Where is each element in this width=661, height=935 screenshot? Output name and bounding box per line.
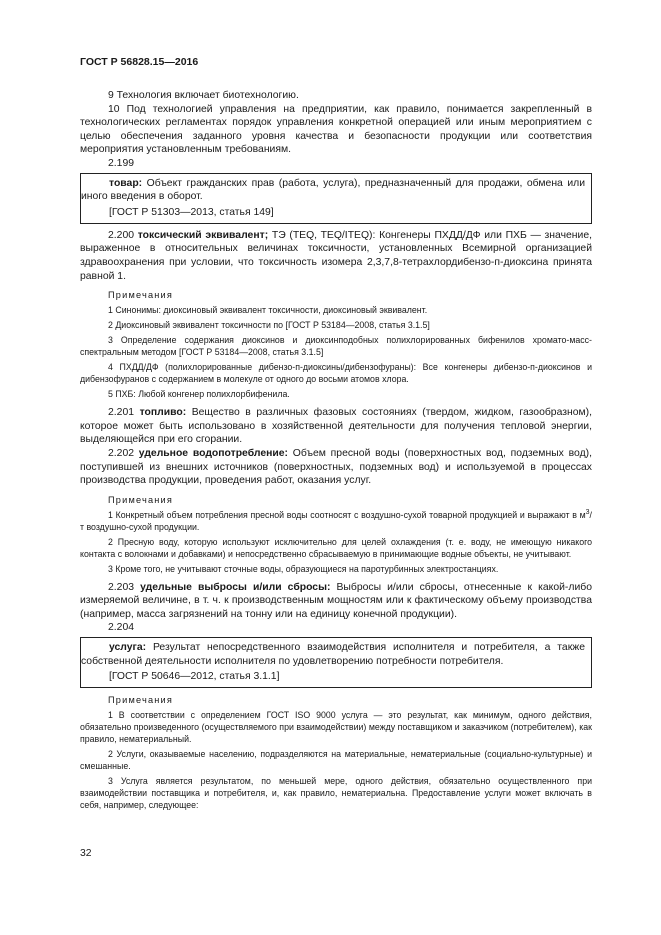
note-item: 2 Диоксиновый эквивалент токсичности по [ГОСТ Р 53184—2008, статья 3.1.5] [108, 320, 430, 331]
superscript: 3 [585, 508, 590, 516]
notes-list-2204 [80, 709, 592, 811]
document-page [80, 56, 592, 817]
intro-note-9: 9 Технология включает биотехнологию. [108, 90, 299, 101]
note-item [80, 509, 592, 533]
note-item: 3 Определение содержания диоксинов и диоксинподобных полихлорированных бифенилов хромато-масс-спектральным методом [ГОСТ Р 53184—2008, статья 3.1.5] [80, 335, 592, 358]
note-item: 2 Пресную воду, которую используют исключительно для целей охлаждения (т. е. воду, не имеющую никакого контакта с волокнами и добавками) и непосредственно сбрасываемую в принимающие водные объекты, не учитывают. [80, 536, 592, 559]
note-item: 1 Синонимы: диоксиновый эквивалент токсичности, диоксиновый эквивалент. [108, 305, 428, 316]
intro-note-10: 10 Под технологией управления на предприятии, как правило, понимается закрепленный в технологических регламентах порядок управления конкретной операцией или иным мероприятием с целью обеспечения заданного уровня качества и безопасности продукции или соответствия мероприятия установленным требованиям. [80, 103, 592, 156]
term-reference-2204: [ГОСТ Р 50646—2012, статья 3.1.1] [109, 671, 280, 683]
notes-heading-2204: Примечания [108, 695, 174, 706]
term-definition-2204 [81, 641, 585, 668]
term-reference-2199: [ГОСТ Р 51303—2013, статья 149] [109, 206, 274, 218]
note-item: 5 ПХБ: Любой конгенер полихлорбифенила. [108, 389, 290, 400]
term-definition-2203 [80, 581, 592, 622]
term-text: Вещество в различных фазовых состояниях (твердом, жидком, газообразном), которое может быть использовано в хозяйственной деятельности для получения тепловой энергии, выделяющейся при его сгорании. [80, 407, 593, 446]
term-text: ТЭ (TEQ, TEQ/ITEQ): Конгенеры ПХДД/ДФ или ПХБ — значение, выраженное в относительных величинах токсичности, установленных Всемирной организацией здравоохранения при условии, что токсичность изомера 2,3,7,8-тетрахлордибензо-п-диоксина принята равной 1. [80, 229, 592, 282]
term-name: удельное водопотребление: [138, 447, 289, 459]
term-definition-2201 [80, 406, 592, 447]
term-number: 2.200 [108, 229, 135, 241]
term-text: Выбросы и/или сбросы, отнесенные к какой-либо измеряемой величине, в т. ч. к производственным мощностям или к фактическому объему производства (например, масса загрязнений на тонну или на единицу конечной продукции). [80, 581, 592, 620]
term-name: токсический эквивалент; [137, 229, 269, 241]
note-item: 1 В соответствии с определением ГОСТ ISO 9000 услуга — это результат, как минимум, одного действия, обязательно произведенного (осуществляемого при взаимодействии) между поставщиком и заказчиком (потребителем), как правило, нематериальный. [80, 710, 592, 745]
note-item: 3 Услуга является результатом, по меньшей мере, одного действия, обязательно осуществленного при взаимодействии поставщика и потребителя, и, как правило, нематериальна. Предоставление услуги может включать в себя, например, следующее: [80, 776, 592, 811]
term-text: Объем пресной воды (поверхностных вод, подземных вод), поступившей из внешних источников (поверхностных, подземных вод) и используемой в процессах производства продукции, проведения работ, оказания услуг. [80, 447, 592, 487]
notes-heading-2200: Примечания [108, 290, 174, 301]
note-text: 1 Конкретный объем потребления пресной воды соотносят с воздушно-сухой товарной продукцией и выражают в м [108, 509, 586, 520]
page-number: 32 [80, 848, 92, 859]
note-text: /т воздушно-сухой продукции. [80, 509, 592, 532]
note-item: 3 Кроме того, не учитывают сточные воды, образующиеся на паротурбинных электростанциях. [108, 563, 499, 574]
term-definition-2199 [81, 177, 585, 204]
term-name: топливо: [139, 407, 187, 419]
term-box-2199 [80, 173, 592, 224]
term-number: 2.201 [108, 407, 135, 419]
term-name: услуга: [109, 642, 147, 654]
standard-header: ГОСТ Р 56828.15—2016 [80, 56, 199, 68]
term-name: товар: [109, 177, 143, 189]
notes-heading-2202: Примечания [108, 494, 174, 505]
term-definition-2202 [80, 447, 592, 488]
term-number-2199: 2.199 [108, 157, 135, 169]
term-number: 2.203 [108, 581, 135, 593]
note-item: 4 ПХДД/ДФ (полихлорированные дибензо-п-диоксины/дибензофураны): Все конгенеры дибензо-п-диоксинов и дибензофуранов с содержанием в молекуле от одного до восьми атомов хлора. [80, 362, 592, 385]
term-number: 2.202 [108, 447, 135, 459]
term-text: Объект гражданских прав (работа, услуга), предназначенный для продажи, обмена или иного введения в оборот. [81, 177, 585, 203]
term-definition-2200 [80, 229, 592, 283]
term-text: Результат непосредственного взаимодействия исполнителя и потребителя, а также собственной деятельности исполнителя по удовлетворению потребности потребителя. [81, 642, 585, 667]
term-name: удельные выбросы и/или сбросы: [140, 581, 331, 593]
term-box-2204 [80, 637, 592, 688]
notes-list-2202 [80, 509, 592, 575]
term-number-2204: 2.204 [108, 622, 135, 634]
notes-list-2200 [80, 304, 592, 400]
note-item: 2 Услуги, оказываемые населению, подразделяются на материальные, нематериальные (социально-культурные) и смешанные. [80, 749, 592, 772]
